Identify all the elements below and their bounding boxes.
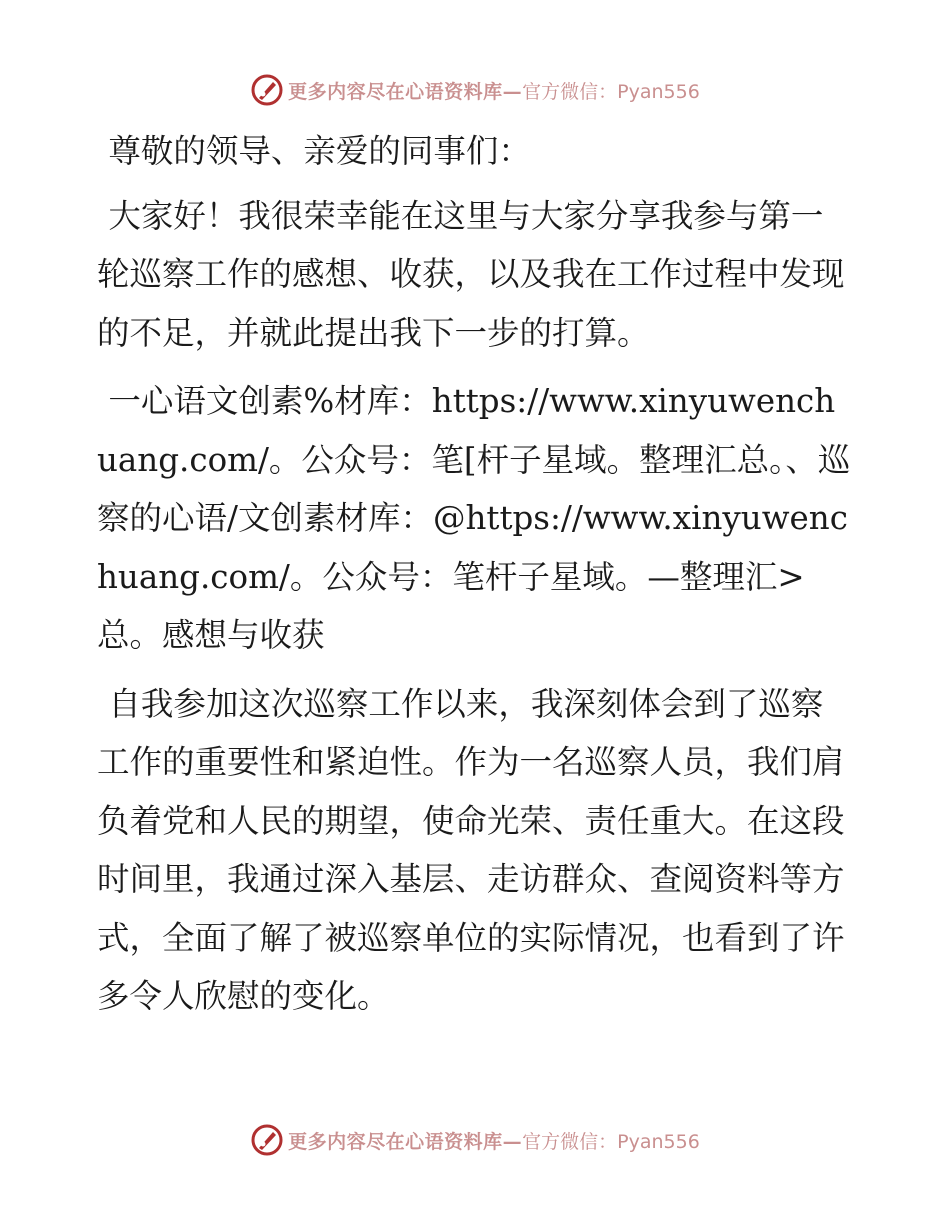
body-paragraph: 自我参加这次巡察工作以来，我深刻体会到了巡察工作的重要性和紧迫性。作为一名巡察人员，我们肩负着党和人民的期望，使命光荣、责任重大。在这段时间里，我通过深入基层、走访群众、查阅资料等方式，全面了解了被巡察单位的实际情况，也看到了许多令人欣慰的变化。 bbox=[97, 684, 845, 1015]
document-body bbox=[97, 122, 852, 1030]
pen-logo-icon bbox=[250, 73, 284, 107]
greeting-paragraph: 尊敬的领导、亲爱的同事们： bbox=[108, 132, 531, 170]
footer-watermark-text: 更多内容尽在心语资料库— bbox=[288, 1130, 523, 1153]
header-watermark-text: 更多内容尽在心语资料库— bbox=[288, 80, 523, 103]
pen-logo-icon bbox=[250, 1123, 284, 1157]
intro-paragraph: 大家好！我很荣幸能在这里与大家分享我参与第一轮巡察工作的感想、收获，以及我在工作过程中发现的不足，并就此提出我下一步的打算。 bbox=[97, 196, 845, 352]
source-notice-paragraph: 一心语文创素%材库：https://www.xinyuwenchuang.com/。公众号：笔[杆子星域。整理汇总。、巡察的心语/文创素材库：@https://www.xinyuwenchuang.com/。公众号：笔杆子星域。—整理汇>总。感想与收获 bbox=[97, 382, 851, 654]
header-wechat-text: 官方微信：Pyan556 bbox=[522, 80, 700, 103]
footer-watermark bbox=[0, 1120, 950, 1160]
header-watermark bbox=[0, 70, 950, 110]
footer-wechat-text: 官方微信：Pyan556 bbox=[522, 1130, 700, 1153]
